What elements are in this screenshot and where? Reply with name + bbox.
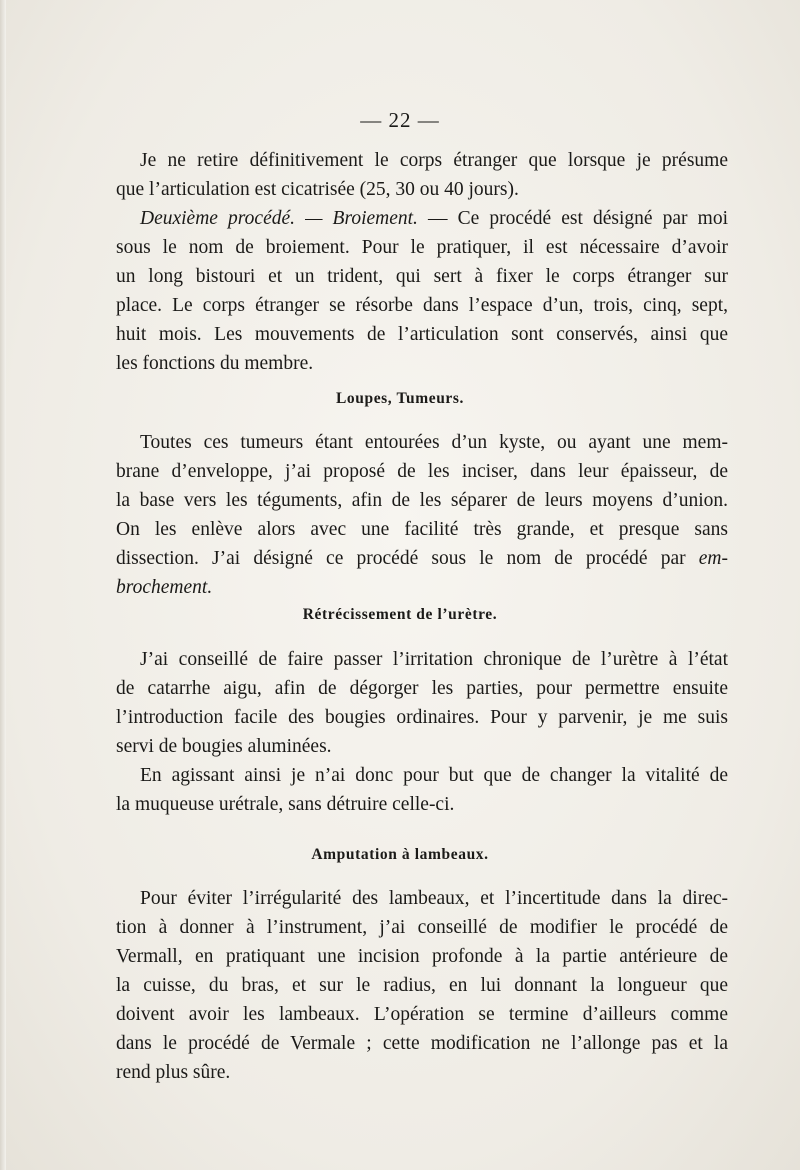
text-line: la muqueuse urétrale, sans détruire celle-ci. — [116, 794, 455, 815]
paragraph-6 — [140, 884, 728, 913]
page-number: — 22 — — [360, 108, 440, 132]
paragraph-5 — [140, 761, 728, 790]
text-line: En agissant ainsi je n’ai donc pour but que de changer la vitalité de — [140, 765, 728, 786]
text-line: doivent avoir les lambeaux. L’opération se termine d’ailleurs comme — [116, 1004, 728, 1025]
paragraph-3 — [140, 428, 728, 457]
text-line: servi de bougies aluminées. — [116, 736, 332, 757]
text-line: tion à donner à l’instrument, j’ai conseillé de modifier le procédé de — [116, 917, 728, 938]
paragraph-2 — [140, 204, 728, 233]
page-edge — [0, 0, 6, 1170]
text-italic: brochement. — [116, 577, 213, 598]
text-line: Pour éviter l’irrégularité des lambeaux, et l’incertitude dans la direc- — [140, 888, 728, 909]
text-line: les fonctions du membre. — [116, 353, 314, 374]
text-line: Vermall, en pratiquant une incision profonde à la partie antérieure de — [116, 946, 728, 967]
text-italic: em- — [698, 548, 728, 569]
text-span: dissection. J’ai désigné ce procédé sous le nom de procédé par — [116, 548, 686, 569]
text-line: On les enlève alors avec une facilité très grande, et presque sans — [116, 519, 728, 540]
heading-amputation: Amputation à lambeaux. — [311, 846, 489, 863]
text-line: l’introduction facile des bougies ordinaires. Pour y parvenir, je me suis — [116, 707, 728, 728]
text-line: brane d’enveloppe, j’ai proposé de les inciser, dans leur épaisseur, de — [116, 461, 728, 482]
paragraph-4 — [140, 645, 728, 674]
text-line: que l’articulation est cicatrisée (25, 30 ou 40 jours). — [116, 179, 519, 200]
paragraph-4-body — [116, 674, 728, 761]
text-line: la base vers les téguments, afin de les séparer de leurs moyens d’union. — [116, 490, 728, 511]
paragraph-1 — [140, 146, 728, 175]
paragraph-2-body — [116, 233, 728, 378]
text-line: dans le procédé de Vermale ; cette modification ne l’allonge pas et la — [116, 1033, 728, 1054]
text-line: Je ne retire définitivement le corps étranger que lorsque je présume — [140, 150, 728, 171]
text-span: — Ce procédé est désigné par moi — [417, 208, 728, 229]
section-title-italic: Deuxième procédé. — Broiement. — [140, 208, 418, 229]
paragraph-3-body — [116, 457, 728, 602]
text-line: de catarrhe aigu, afin de dégorger les parties, pour permettre ensuite — [116, 678, 728, 699]
text-line: rend plus sûre. — [116, 1062, 231, 1083]
text-line: sous le nom de broiement. Pour le pratiquer, il est nécessaire d’avoir — [116, 237, 728, 258]
text-line: Toutes ces tumeurs étant entourées d’un kyste, ou ayant une mem- — [140, 432, 728, 453]
text-line: J’ai conseillé de faire passer l’irritation chronique de l’urètre à l’état — [140, 649, 728, 670]
text-line: huit mois. Les mouvements de l’articulation sont conservés, ainsi que — [116, 324, 728, 345]
paragraph-1-cont — [116, 175, 728, 204]
text-line: la cuisse, du bras, et sur le radius, en lui donnant la longueur que — [116, 975, 728, 996]
paragraph-6-body — [116, 913, 728, 1087]
text-line: un long bistouri et un trident, qui sert à fixer le corps étranger sur — [116, 266, 728, 287]
heading-loupes-tumeurs: Loupes, Tumeurs. — [335, 390, 465, 407]
text-line: place. Le corps étranger se résorbe dans l’espace d’un, trois, cinq, sept, — [116, 295, 728, 316]
heading-retrecissement: Rétrécissement de l’urètre. — [302, 606, 498, 623]
paragraph-5-body — [116, 790, 728, 819]
